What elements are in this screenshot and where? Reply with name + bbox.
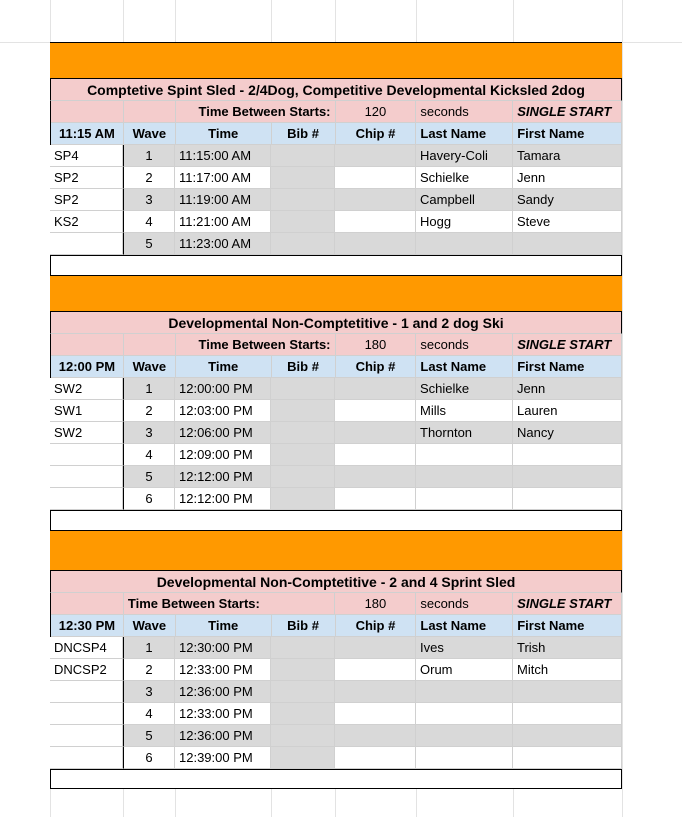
bib-cell	[271, 681, 335, 703]
table-row	[50, 444, 622, 466]
table-row	[50, 233, 622, 255]
class-cell: DNCSP2	[50, 659, 123, 681]
section-2-tbs-value: 180	[336, 334, 417, 356]
table-row	[50, 400, 622, 422]
wave-cell: 6	[123, 747, 175, 769]
time-cell: 12:12:00 PM	[175, 466, 271, 488]
bib-cell	[271, 378, 335, 400]
wave-header: Wave	[124, 356, 176, 378]
chip-cell	[335, 488, 416, 510]
last-name-cell	[416, 703, 513, 725]
section-3-start-time-header: 12:30 PM	[51, 615, 124, 637]
class-cell: SP4	[50, 145, 123, 167]
time-cell: 12:33:00 PM	[175, 659, 271, 681]
first-name-header: First Name	[513, 123, 622, 145]
section-2-header-row	[50, 356, 622, 378]
first-name-cell	[513, 466, 622, 488]
table-row	[50, 681, 622, 703]
chip-cell	[335, 400, 416, 422]
time-cell: 12:12:00 PM	[175, 488, 271, 510]
class-cell	[50, 747, 123, 769]
class-cell: SP2	[50, 189, 123, 211]
bib-header: Bib #	[272, 615, 336, 637]
last-name-cell: Havery-Coli	[416, 145, 513, 167]
wave-cell: 3	[123, 422, 175, 444]
time-header: Time	[176, 356, 272, 378]
section-2-tbs-unit: seconds	[416, 334, 513, 356]
section-2-start-type: SINGLE START	[513, 334, 622, 356]
section-1-tbs-value: 120	[336, 101, 417, 123]
first-name-cell: Tamara	[513, 145, 622, 167]
table-row	[50, 747, 622, 769]
time-cell: 12:09:00 PM	[175, 444, 271, 466]
wave-cell: 5	[123, 233, 175, 255]
last-name-cell	[416, 444, 513, 466]
first-name-cell: Steve	[513, 211, 622, 233]
chip-cell	[335, 378, 416, 400]
section-3-orange-banner	[50, 530, 622, 571]
chip-cell	[335, 703, 416, 725]
first-name-header: First Name	[513, 615, 622, 637]
last-name-cell	[416, 233, 513, 255]
wave-cell: 5	[123, 466, 175, 488]
bib-cell	[271, 703, 335, 725]
chip-header: Chip #	[336, 123, 417, 145]
table-row	[50, 466, 622, 488]
first-name-cell: Lauren	[513, 400, 622, 422]
class-cell: SW1	[50, 400, 123, 422]
time-cell: 11:23:00 AM	[175, 233, 271, 255]
last-name-cell	[416, 747, 513, 769]
first-name-cell	[513, 681, 622, 703]
wave-cell: 4	[123, 211, 175, 233]
time-cell: 12:39:00 PM	[175, 747, 271, 769]
chip-cell	[335, 444, 416, 466]
first-name-cell	[513, 725, 622, 747]
last-name-cell: Ives	[416, 637, 513, 659]
class-cell	[50, 444, 123, 466]
last-name-header: Last Name	[416, 123, 513, 145]
time-cell: 12:36:00 PM	[175, 681, 271, 703]
time-cell: 12:36:00 PM	[175, 725, 271, 747]
section-2-tbs-label: Time Between Starts:	[176, 334, 336, 356]
section-1-start-time-header: 11:15 AM	[51, 123, 124, 145]
first-name-cell	[513, 747, 622, 769]
section-2-start-time-header: 12:00 PM	[51, 356, 124, 378]
last-name-cell: Thornton	[416, 422, 513, 444]
bib-header: Bib #	[272, 356, 336, 378]
bib-cell	[271, 233, 335, 255]
time-header: Time	[176, 615, 272, 637]
bib-cell	[271, 747, 335, 769]
table-row	[50, 422, 622, 444]
table-row	[50, 211, 622, 233]
first-name-cell	[513, 703, 622, 725]
last-name-header: Last Name	[416, 356, 513, 378]
section-3-title: Developmental Non-Comptetitive - 2 and 4 Sprint Sled	[50, 571, 622, 593]
wave-cell: 4	[123, 444, 175, 466]
last-name-cell	[416, 488, 513, 510]
time-cell: 12:06:00 PM	[175, 422, 271, 444]
last-name-cell: Schielke	[416, 167, 513, 189]
first-name-cell: Trish	[513, 637, 622, 659]
bib-cell	[271, 725, 335, 747]
chip-cell	[335, 637, 416, 659]
first-name-cell: Nancy	[513, 422, 622, 444]
class-cell: SW2	[50, 422, 123, 444]
last-name-cell	[416, 681, 513, 703]
bib-cell	[271, 444, 335, 466]
wave-header: Wave	[124, 615, 176, 637]
time-cell: 11:17:00 AM	[175, 167, 271, 189]
chip-cell	[335, 659, 416, 681]
section-3-tbs-value: 180	[335, 593, 416, 615]
last-name-cell: Hogg	[416, 211, 513, 233]
first-name-header: First Name	[513, 356, 622, 378]
chip-cell	[335, 189, 416, 211]
chip-cell	[335, 167, 416, 189]
first-name-cell	[513, 444, 622, 466]
last-name-cell	[416, 725, 513, 747]
chip-cell	[335, 681, 416, 703]
section-1-tbs-unit: seconds	[416, 101, 513, 123]
section-3-tbs-unit: seconds	[416, 593, 513, 615]
last-name-cell: Campbell	[416, 189, 513, 211]
chip-cell	[335, 422, 416, 444]
section-spacer	[50, 769, 622, 789]
time-cell: 11:19:00 AM	[175, 189, 271, 211]
section-2-tbs-row	[50, 334, 622, 356]
section-1-tbs-row	[50, 101, 622, 123]
bib-cell	[271, 422, 335, 444]
first-name-cell: Sandy	[513, 189, 622, 211]
section-3-tbs-label: Time Between Starts:	[124, 593, 336, 615]
bib-header: Bib #	[272, 123, 336, 145]
section-1-orange-banner	[50, 42, 622, 79]
chip-cell	[335, 725, 416, 747]
bib-cell	[271, 400, 335, 422]
section-1-title: Comptetive Spint Sled - 2/4Dog, Competitive Developmental Kicksled 2dog	[50, 79, 622, 101]
class-cell: KS2	[50, 211, 123, 233]
table-row	[50, 725, 622, 747]
bib-cell	[271, 488, 335, 510]
table-row	[50, 659, 622, 681]
table-row	[50, 189, 622, 211]
class-cell	[50, 488, 123, 510]
wave-header: Wave	[124, 123, 176, 145]
first-name-cell: Jenn	[513, 378, 622, 400]
time-cell: 12:00:00 PM	[175, 378, 271, 400]
wave-cell: 4	[123, 703, 175, 725]
chip-header: Chip #	[336, 615, 417, 637]
bib-cell	[271, 659, 335, 681]
bib-cell	[271, 466, 335, 488]
chip-cell	[335, 211, 416, 233]
bib-cell	[271, 167, 335, 189]
section-3-header-row	[50, 615, 622, 637]
time-cell: 11:21:00 AM	[175, 211, 271, 233]
section-3-start-type: SINGLE START	[513, 593, 622, 615]
last-name-cell: Mills	[416, 400, 513, 422]
class-cell	[50, 233, 123, 255]
wave-cell: 1	[123, 637, 175, 659]
section-3-tbs-row	[50, 593, 622, 615]
class-cell: DNCSP4	[50, 637, 123, 659]
time-cell: 12:03:00 PM	[175, 400, 271, 422]
wave-cell: 2	[123, 659, 175, 681]
wave-cell: 3	[123, 681, 175, 703]
last-name-cell: Schielke	[416, 378, 513, 400]
class-cell	[50, 703, 123, 725]
chip-header: Chip #	[336, 356, 417, 378]
table-row	[50, 145, 622, 167]
table-row	[50, 378, 622, 400]
bib-cell	[271, 189, 335, 211]
time-cell: 12:33:00 PM	[175, 703, 271, 725]
wave-cell: 5	[123, 725, 175, 747]
class-cell	[50, 681, 123, 703]
wave-cell: 2	[123, 400, 175, 422]
wave-cell: 6	[123, 488, 175, 510]
table-row	[50, 637, 622, 659]
section-2-orange-banner	[50, 275, 622, 312]
last-name-header: Last Name	[416, 615, 513, 637]
time-cell: 12:30:00 PM	[175, 637, 271, 659]
bib-cell	[271, 637, 335, 659]
first-name-cell	[513, 233, 622, 255]
table-row	[50, 488, 622, 510]
first-name-cell: Mitch	[513, 659, 622, 681]
wave-cell: 1	[123, 145, 175, 167]
wave-cell: 3	[123, 189, 175, 211]
section-1-start-type: SINGLE START	[513, 101, 622, 123]
wave-cell: 1	[123, 378, 175, 400]
last-name-cell	[416, 466, 513, 488]
section-spacer	[50, 510, 622, 530]
section-1-tbs-label: Time Between Starts:	[176, 101, 336, 123]
first-name-cell	[513, 488, 622, 510]
section-1-header-row	[50, 123, 622, 145]
last-name-cell: Orum	[416, 659, 513, 681]
time-cell: 11:15:00 AM	[175, 145, 271, 167]
first-name-cell: Jenn	[513, 167, 622, 189]
bib-cell	[271, 145, 335, 167]
class-cell	[50, 725, 123, 747]
class-cell: SP2	[50, 167, 123, 189]
table-row	[50, 167, 622, 189]
class-cell: SW2	[50, 378, 123, 400]
wave-cell: 2	[123, 167, 175, 189]
section-spacer	[50, 255, 622, 275]
table-row	[50, 703, 622, 725]
chip-cell	[335, 233, 416, 255]
time-header: Time	[176, 123, 272, 145]
chip-cell	[335, 747, 416, 769]
section-2-title: Developmental Non-Comptetitive - 1 and 2 dog Ski	[50, 312, 622, 334]
chip-cell	[335, 466, 416, 488]
bib-cell	[271, 211, 335, 233]
class-cell	[50, 466, 123, 488]
chip-cell	[335, 145, 416, 167]
